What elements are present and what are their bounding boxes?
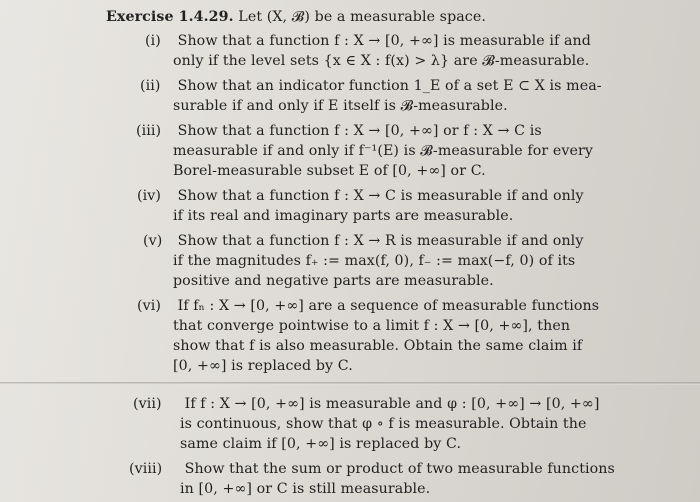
item-vi-line-2: that converge pointwise to a limit f : X → [0, +∞], then [173, 318, 571, 334]
item-i-line-1 [145, 31, 591, 51]
item-i-label: (i) [145, 33, 161, 49]
item-vii-text-1: If f : X → [0, +∞] is measurable and φ : [0, +∞] → [0, +∞] [184, 396, 600, 412]
item-ii-text-1: Show that an indicator function 1_E of a set E ⊂ X is mea- [177, 78, 602, 94]
item-vi-label: (vi) [137, 298, 162, 314]
item-vi-line-3: show that f is also measurable. Obtain the same claim if [173, 338, 583, 354]
item-ii-line-2: surable if and only if E itself is 𝓑-measurable. [173, 98, 508, 114]
item-vi-text-1: If fₙ : X → [0, +∞] are a sequence of measurable functions [177, 298, 600, 314]
item-iv-line-2: if its real and imaginary parts are measurable. [173, 208, 514, 224]
item-viii-text-1: Show that the sum or product of two measurable functions [184, 461, 615, 477]
item-v-text-1: Show that a function f : X → R is measurable if and only [177, 233, 584, 249]
page-fold [0, 382, 700, 385]
item-iv-label: (iv) [137, 188, 162, 204]
item-vii-label: (vii) [133, 396, 162, 412]
item-ii-line-1 [140, 76, 602, 96]
item-vii-line-3: same claim if [0, +∞] is replaced by C. [180, 436, 462, 452]
item-iii-line-3: Borel-measurable subset E of [0, +∞] or C. [173, 163, 486, 179]
item-iv-text-1: Show that a function f : X → C is measurable if and only [177, 188, 584, 204]
item-v-label: (v) [143, 233, 163, 249]
item-vii-line-2: is continuous, show that φ ∘ f is measurable. Obtain the [180, 416, 587, 432]
item-viii-line-2: in [0, +∞] or C is still measurable. [180, 481, 431, 497]
item-v-line-2: if the magnitudes f₊ := max(f, 0), f₋ := max(−f, 0) of its [173, 253, 576, 269]
item-iii-line-2: measurable if and only if f⁻¹(E) is 𝓑-measurable for every [173, 143, 593, 159]
item-viii-label: (viii) [129, 461, 163, 477]
item-iii-text-1: Show that a function f : X → [0, +∞] or f : X → C is [177, 123, 542, 139]
item-viii-line-1 [129, 459, 615, 479]
item-iv-line-1 [137, 186, 584, 206]
item-ii-label: (ii) [140, 78, 161, 94]
item-vi-line-4: [0, +∞] is replaced by C. [173, 358, 353, 374]
item-vii-line-1 [133, 394, 599, 414]
item-v-line-3: positive and negative parts are measurable. [173, 273, 494, 289]
item-i-text-1: Show that a function f : X → [0, +∞] is measurable if and [177, 33, 591, 49]
exercise-label: Exercise 1.4.29. [106, 9, 234, 25]
exercise-heading [106, 7, 486, 27]
item-vi-line-1 [137, 296, 599, 316]
exercise-intro: Let (X, 𝓑) be a measurable space. [238, 9, 486, 25]
item-iii-line-1 [136, 121, 542, 141]
item-iii-label: (iii) [136, 123, 162, 139]
item-v-line-1 [143, 231, 583, 251]
item-i-line-2: only if the level sets {x ∈ X : f(x) > λ} are 𝓑-measurable. [173, 53, 590, 69]
